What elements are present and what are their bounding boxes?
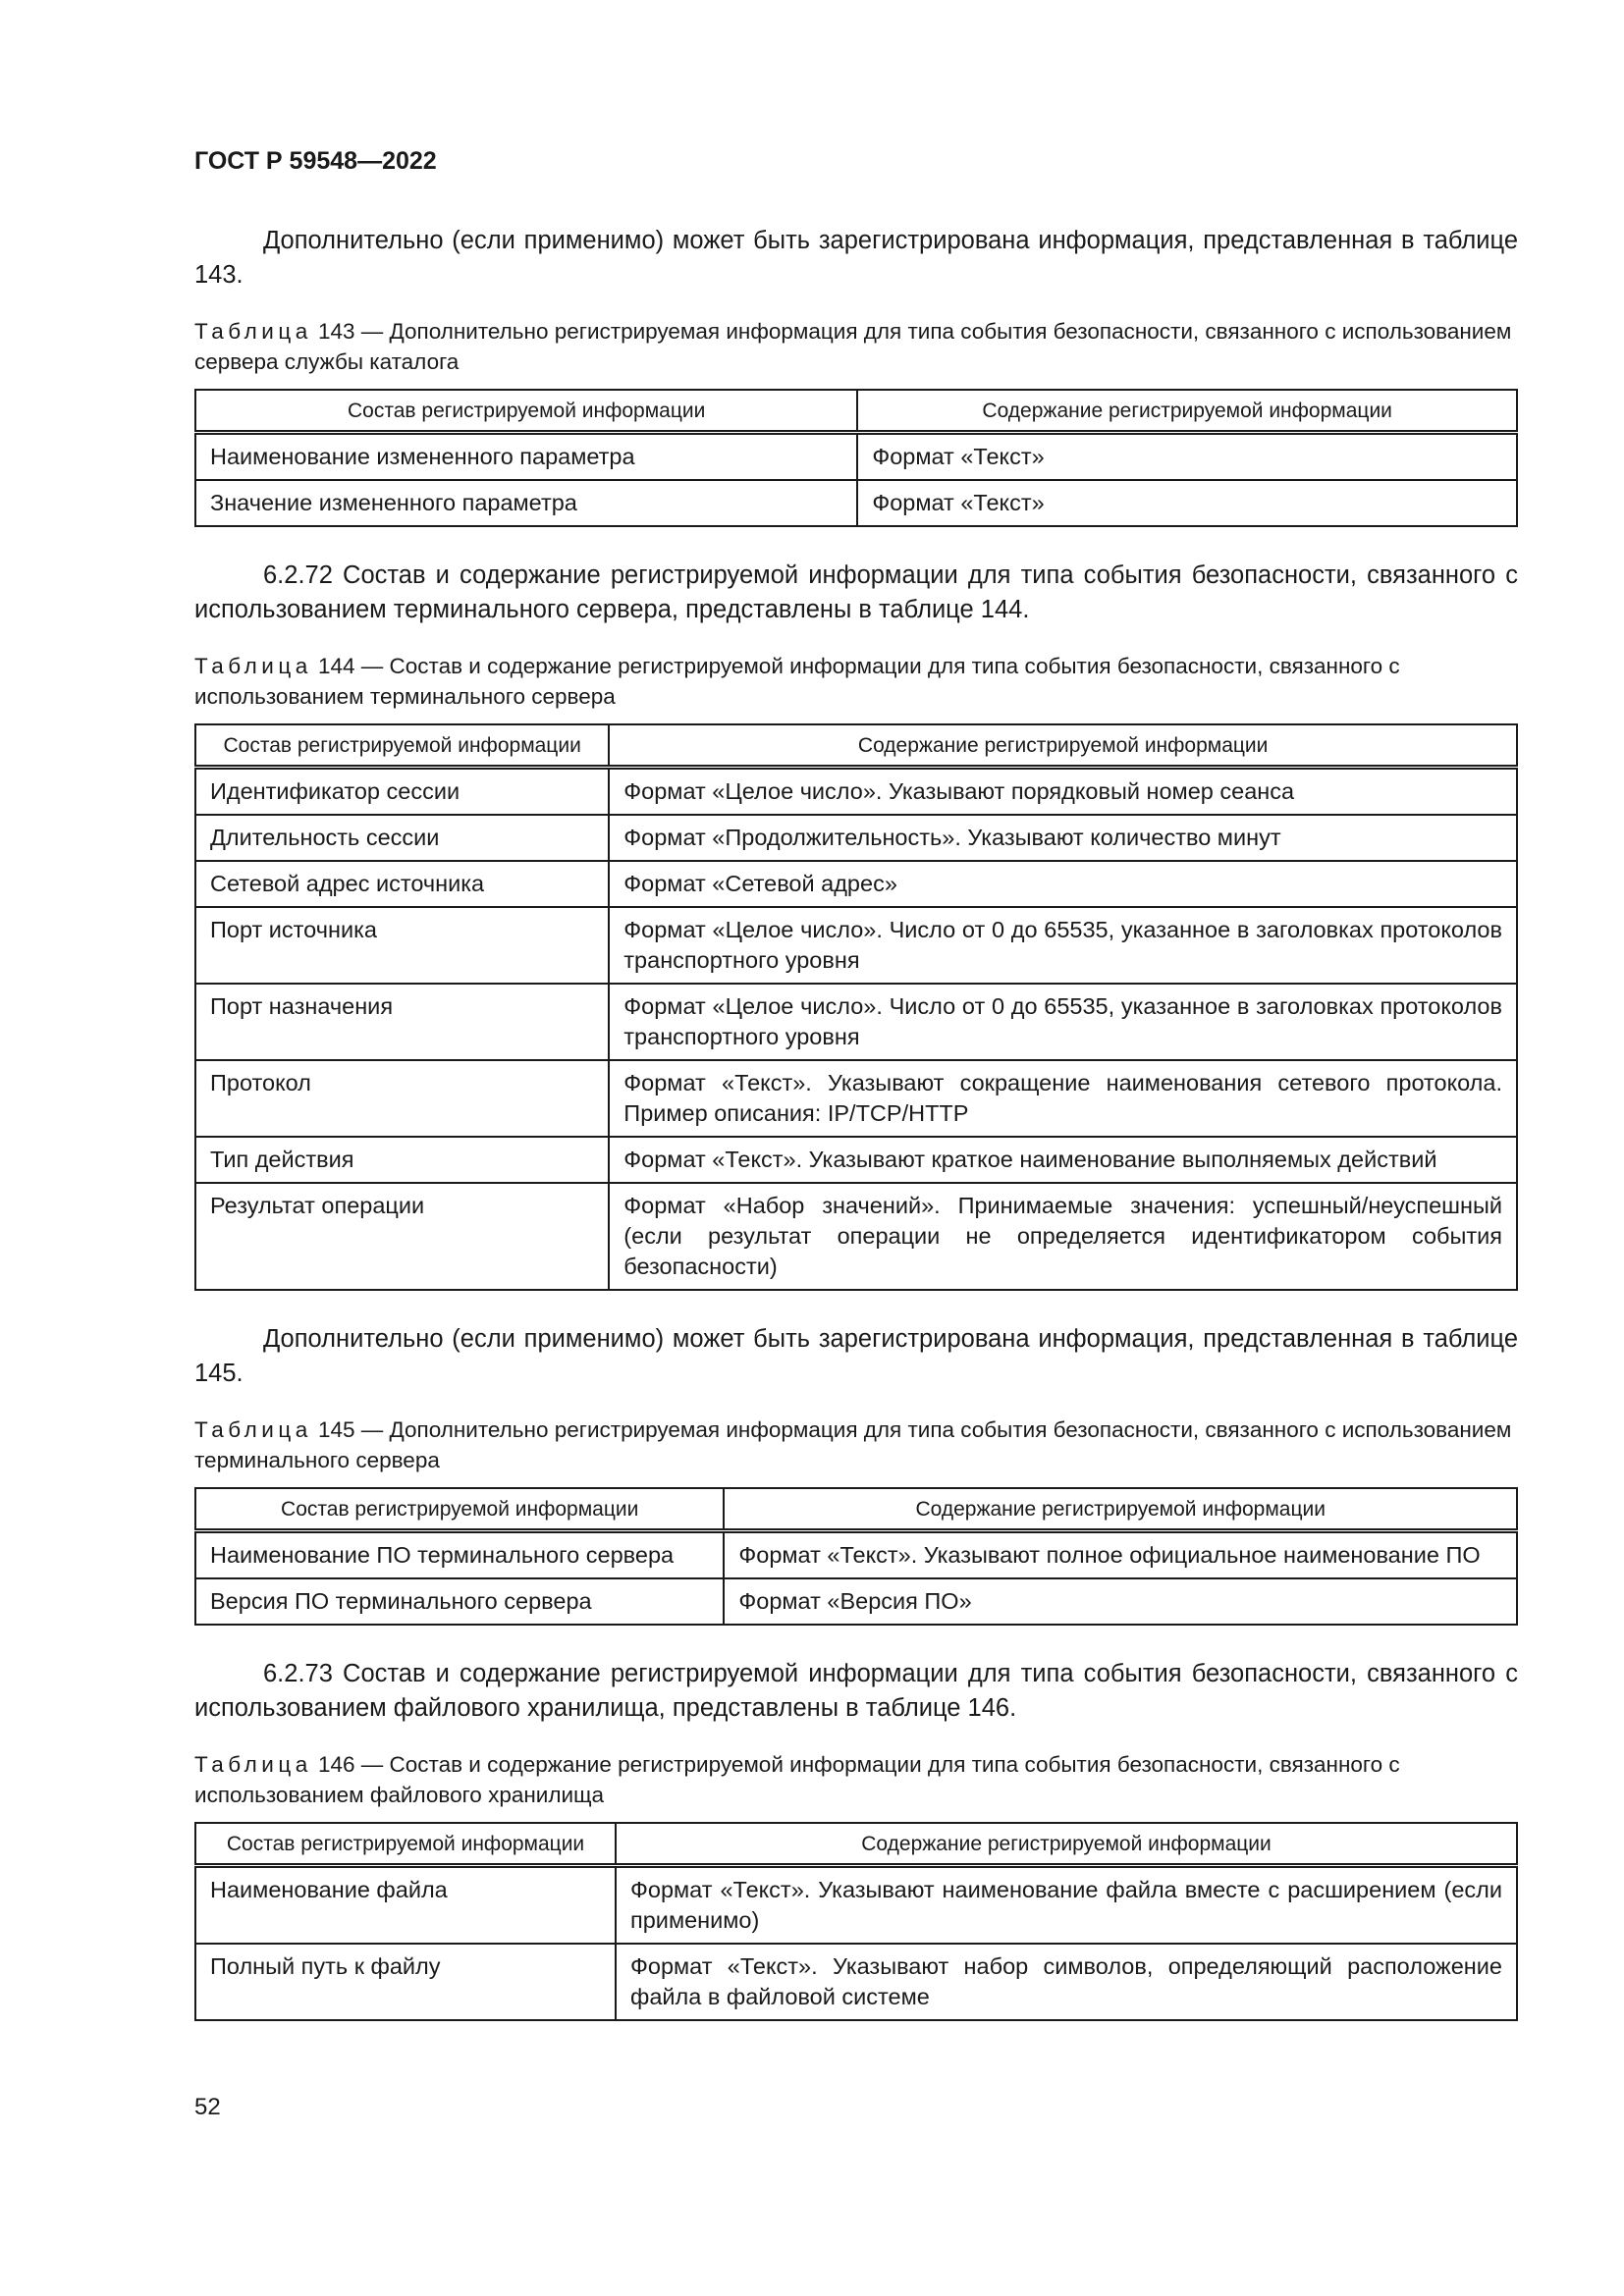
table-row xyxy=(195,1944,1517,2020)
page-number: 52 xyxy=(194,2094,221,2120)
page-content xyxy=(194,224,1518,2021)
table-header-row xyxy=(195,1488,1517,1531)
table-cell: Полный путь к файлу xyxy=(195,1944,616,2020)
table-cell: Тип действия xyxy=(195,1137,609,1183)
table-cell: Сетевой адрес источника xyxy=(195,861,609,907)
table-caption-146 xyxy=(194,1749,1518,1810)
table-caption-145 xyxy=(194,1415,1518,1475)
table-header-row xyxy=(195,1823,1517,1866)
table-cell: Результат операции xyxy=(195,1183,609,1290)
column-header: Состав регистрируемой информации xyxy=(195,390,857,433)
table-cell: Формат «Целое число». Число от 0 до 65535, указанное в заголовках протоколов транспортного уровня xyxy=(609,984,1517,1060)
table-cell: Формат «Набор значений». Принимаемые значения: успешный/неуспешный (если результат операции не определяется идентификатором события безопасности) xyxy=(609,1183,1517,1290)
column-header: Состав регистрируемой информации xyxy=(195,1823,616,1866)
table-header-row xyxy=(195,390,1517,433)
table-cell: Формат «Целое число». Указывают порядковый номер сеанса xyxy=(609,768,1517,816)
table-row xyxy=(195,433,1517,481)
column-header: Содержание регистрируемой информации xyxy=(724,1488,1517,1531)
table-row xyxy=(195,480,1517,526)
table-row xyxy=(195,1578,1517,1625)
table-144 xyxy=(194,723,1518,1291)
paragraph: Дополнительно (если применимо) может быть зарегистрирована информация, представленная в таблице 143. xyxy=(194,227,1518,289)
paragraph: 6.2.73 Состав и содержание регистрируемой информации для типа события безопасности, связанного с использованием файлового хранилища, представлены в таблице 146. xyxy=(194,1660,1518,1722)
table-cell: Порт источника xyxy=(195,907,609,984)
table-row xyxy=(195,861,1517,907)
table-cell: Формат «Продолжительность». Указывают количество минут xyxy=(609,815,1517,861)
table-row xyxy=(195,768,1517,816)
table-cell: Наименование ПО терминального сервера xyxy=(195,1531,724,1579)
table-header-row xyxy=(195,724,1517,768)
table-row xyxy=(195,907,1517,984)
table-cell: Наименование измененного параметра xyxy=(195,433,857,481)
column-header: Содержание регистрируемой информации xyxy=(857,390,1517,433)
column-header: Состав регистрируемой информации xyxy=(195,1488,724,1531)
table-143 xyxy=(194,389,1518,527)
table-146 xyxy=(194,1822,1518,2021)
table-cell: Протокол xyxy=(195,1060,609,1137)
paragraph: 6.2.72 Состав и содержание регистрируемой информации для типа события безопасности, связанного с использованием терминального сервера, представлены в таблице 144. xyxy=(194,561,1518,623)
column-header: Содержание регистрируемой информации xyxy=(616,1823,1517,1866)
table-cell: Формат «Целое число». Число от 0 до 65535, указанное в заголовках протоколов транспортного уровня xyxy=(609,907,1517,984)
table-cell: Формат «Текст». Указывают набор символов, определяющий расположение файла в файловой системе xyxy=(616,1944,1517,2020)
table-cell: Длительность сессии xyxy=(195,815,609,861)
table-cell: Формат «Текст». Указывают сокращение наименования сетевого протокола. Пример описания: IP/TCP/HTTP xyxy=(609,1060,1517,1137)
paragraph: Дополнительно (если применимо) может быть зарегистрирована информация, представленная в таблице 145. xyxy=(194,1325,1518,1387)
table-row xyxy=(195,1183,1517,1290)
table-caption-text: 146 — Состав и содержание регистрируемой информации для типа события безопасности, связанного с использованием файлового хранилища xyxy=(194,1752,1400,1807)
table-caption-text: 143 — Дополнительно регистрируемая информация для типа события безопасности, связанного с использованием сервера службы каталога xyxy=(194,319,1512,374)
table-caption-144 xyxy=(194,651,1518,712)
table-caption-text: 145 — Дополнительно регистрируемая информация для типа события безопасности, связанного с использованием терминального сервера xyxy=(194,1417,1512,1472)
table-row xyxy=(195,1531,1517,1579)
table-145 xyxy=(194,1487,1518,1626)
standard-header: ГОСТ Р 59548—2022 xyxy=(194,147,437,175)
table-cell: Формат «Сетевой адрес» xyxy=(609,861,1517,907)
table-row xyxy=(195,984,1517,1060)
table-cell: Наименование файла xyxy=(195,1866,616,1945)
table-row xyxy=(195,1060,1517,1137)
table-cell: Версия ПО терминального сервера xyxy=(195,1578,724,1625)
table-cell: Формат «Текст» xyxy=(857,480,1517,526)
table-cell: Порт назначения xyxy=(195,984,609,1060)
table-cell: Формат «Версия ПО» xyxy=(724,1578,1517,1625)
table-caption-143 xyxy=(194,316,1518,377)
table-cell: Формат «Текст». Указывают краткое наименование выполняемых действий xyxy=(609,1137,1517,1183)
table-cell: Значение измененного параметра xyxy=(195,480,857,526)
table-row xyxy=(195,1866,1517,1945)
column-header: Состав регистрируемой информации xyxy=(195,724,609,768)
table-row xyxy=(195,1137,1517,1183)
table-label: Таблица xyxy=(194,1417,312,1442)
table-row xyxy=(195,815,1517,861)
table-label: Таблица xyxy=(194,319,312,344)
table-label: Таблица xyxy=(194,654,312,678)
table-cell: Формат «Текст». Указывают наименование файла вместе с расширением (если применимо) xyxy=(616,1866,1517,1945)
table-caption-text: 144 — Состав и содержание регистрируемой информации для типа события безопасности, связанного с использованием терминального сервера xyxy=(194,654,1400,709)
table-cell: Идентификатор сессии xyxy=(195,768,609,816)
column-header: Содержание регистрируемой информации xyxy=(609,724,1517,768)
table-label: Таблица xyxy=(194,1752,312,1777)
table-cell: Формат «Текст» xyxy=(857,433,1517,481)
table-cell: Формат «Текст». Указывают полное официальное наименование ПО xyxy=(724,1531,1517,1579)
